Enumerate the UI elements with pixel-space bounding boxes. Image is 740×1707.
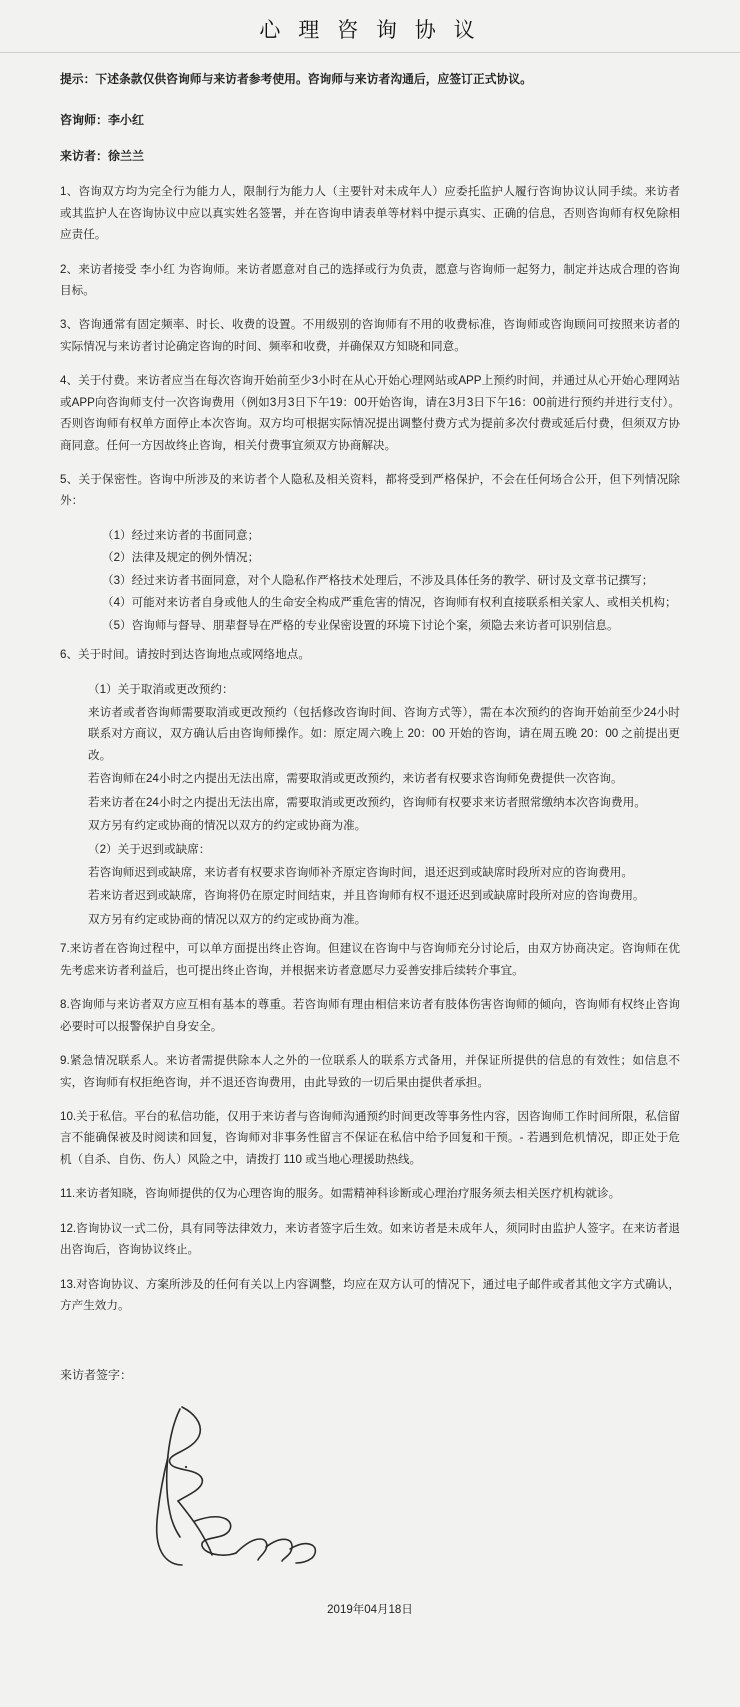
clause-7: 7.来访者在咨询过程中，可以单方面提出终止咨询。但建议在咨询中与咨询师充分讨论后，由双方协商决定。咨询师在优先考虑来访者利益后，也可提出终止咨询，并根据来访者意愿尽力妥善安排后续转介事宜。 — [60, 942, 680, 977]
client-name: 徐兰兰 — [108, 149, 145, 163]
clause-6-sub2-para-1: 若咨询师迟到或缺席，来访者有权要求咨询师补齐原定咨询时间，退还迟到或缺席时段所对应的咨询费用。 — [88, 866, 633, 879]
clause-5-item-1: （1）经过来访者的书面同意； — [102, 528, 260, 542]
clause-13: 13.对咨询协议、方案所涉及的任何有关以上内容调整，均应在双方认可的情况下，通过电子邮件或者其他文字方式确认，方产生效力。 — [60, 1277, 680, 1312]
signature-label: 来访者签字： — [60, 1368, 133, 1383]
clause-5: 5、关于保密性。咨询中所涉及的来访者个人隐私及相关资料，都将受到严格保护，不会在任何场合公开，但下列情况除外： — [60, 473, 680, 508]
counselor-label: 咨询师： — [60, 112, 109, 127]
clause-5-item-5: （5）咨询师与督导、朋辈督导在严格的专业保密设置的环境下讨论个案，须隐去来访者可识别信息。 — [102, 618, 619, 632]
clause-2: 2、来访者接受 李小红 为咨询师。来访者愿意对自己的选择或行为负责，愿意与咨询师一起努力，制定并达成合理的咨询目标。 — [60, 262, 680, 297]
client-line — [60, 145, 680, 167]
clause-12: 12.咨询协议一式二份，具有同等法律效力，来访者签字后生效。如来访者是未成年人，须同时由监护人签字。在来访者退出咨询后，咨询协议终止。 — [60, 1221, 680, 1257]
clause-6-heading: 6、关于时间。请按时到达咨询地点或网络地点。 — [60, 648, 310, 662]
clause-4: 4、关于付费。来访者应当在每次咨询开始前至少3小时在从心开始心理网站或APP上预约时间，并通过从心开始心理网站或APP向咨询师支付一次咨询费用（例如3月3日下午19：00开始咨询，请在3月3日下午16：00前进行预约并进行支付）。否则咨询师有权单方面停止本次咨询。双方均可根据实际情况提出调整付费方式为提前多次付费或延后付费，但须双方协商同意。任何一方因故终止咨询，相关付费事宜须双方协商解决。 — [60, 374, 680, 452]
clause-6-sub1-heading: （1）关于取消或更改预约： — [88, 682, 234, 696]
clause-8: 8.咨询师与来访者双方应互相有基本的尊重。若咨询师有理由相信来访者有肢体伤害咨询师的倾向，咨询师有权终止咨询必要时可以报警保护自身安全。 — [60, 998, 680, 1033]
client-label: 来访者： — [60, 149, 109, 163]
clause-5-item-4: （4）可能对来访者自身或他人的生命安全构成严重危害的情况，咨询师有权利直接联系相关家人、或相关机构； — [102, 596, 677, 610]
clause-6-sub1-para-3: 若来访者在24小时之内提出无法出席，需要取消或更改预约，咨询师有权要求来访者照常缴纳本次咨询费用。 — [88, 795, 646, 809]
clause-6-sub2-para-3: 双方另有约定或协商的情况以双方的约定或协商为准。 — [88, 912, 367, 926]
title-divider — [0, 52, 740, 53]
clause-6-sub1-para-1: 来访者或者咨询师需要取消或更改预约（包括修改咨询时间、咨询方式等），需在本次预约的咨询开始前至少24小时联系对方商议，双方确认后由咨询师操作。如：原定周六晚上 20：00 开始的咨询，请在周五晚 20：00 之前提出更改。 — [88, 705, 680, 762]
handwritten-signature-icon — [120, 1397, 340, 1587]
clause-11: 11.来访者知晓，咨询师提供的仅为心理咨询的服务。如需精神科诊断或心理治疗服务须去相关医疗机构就诊。 — [60, 1187, 621, 1201]
document-date: 2019年04月18日 — [327, 1603, 413, 1616]
clause-6-sub2-heading: （2）关于迟到或缺席： — [88, 842, 211, 856]
document-body — [0, 69, 740, 1387]
counselor-line — [60, 109, 680, 131]
clause-6-sub2-para-2: 若来访者迟到或缺席，咨询将仍在原定时间结束，并且咨询师有权不退还迟到或缺席时段所对应的咨询费用。 — [88, 889, 645, 903]
clause-1: 1、咨询双方均为完全行为能力人，限制行为能力人（主要针对未成年人）应委托监护人履行咨询协议认同手续。来访者或其监护人在咨询协议中应以真实姓名签署，并在咨询申请表单等材料中提示真实、正确的信息，否则咨询师有权免除相应责任。 — [60, 185, 680, 242]
clause-6-sub1-para-2: 若咨询师在24小时之内提出无法出席，需要取消或更改预约，来访者有权要求咨询师免费提供一次咨询。 — [88, 772, 623, 786]
notice-text: 提示：下述条款仅供咨询师与来访者参考使用。咨询师与来访者沟通后，应签订正式协议。 — [60, 72, 532, 86]
clause-10: 10.关于私信。平台的私信功能，仅用于来访者与咨询师沟通预约时间更改等事务性内容，因咨询师工作时间所限，私信留言不能确保被及时阅读和回复，咨询师对非事务性留言不保证在私信中给予回复和干预。- 若遇到危机情况，即正处于危机（自杀、自伤、伤人）风险之中，请拨打 110 或当地心理援助热线。 — [60, 1109, 680, 1166]
signature-area — [60, 1387, 740, 1597]
clause-5-item-3: （3）经过来访者书面同意，对个人隐私作严格技术处理后，不涉及具体任务的教学、研讨及文章书记撰写； — [102, 573, 654, 587]
clause-5-item-2: （2）法律及规定的例外情况； — [102, 551, 260, 565]
page-title: 心 理 咨 询 协 议 — [259, 19, 481, 42]
counselor-name: 李小红 — [108, 112, 145, 127]
clause-3: 3、咨询通常有固定频率、时长、收费的设置。不用级别的咨询师有不用的收费标准，咨询师或咨询顾问可按照来访者的实际情况与来访者讨论确定咨询的时间、频率和收费，并确保双方知晓和同意。 — [60, 318, 680, 353]
clause-6-sub1-para-4: 双方另有约定或协商的情况以双方的约定或协商为准。 — [88, 819, 367, 833]
clause-9: 9.紧急情况联系人。来访者需提供除本人之外的一位联系人的联系方式备用，并保证所提供的信息的有效性；如信息不实，咨询师有权拒绝咨询，并不退还咨询费用，由此导致的一切后果由提供者承担。 — [60, 1054, 680, 1089]
